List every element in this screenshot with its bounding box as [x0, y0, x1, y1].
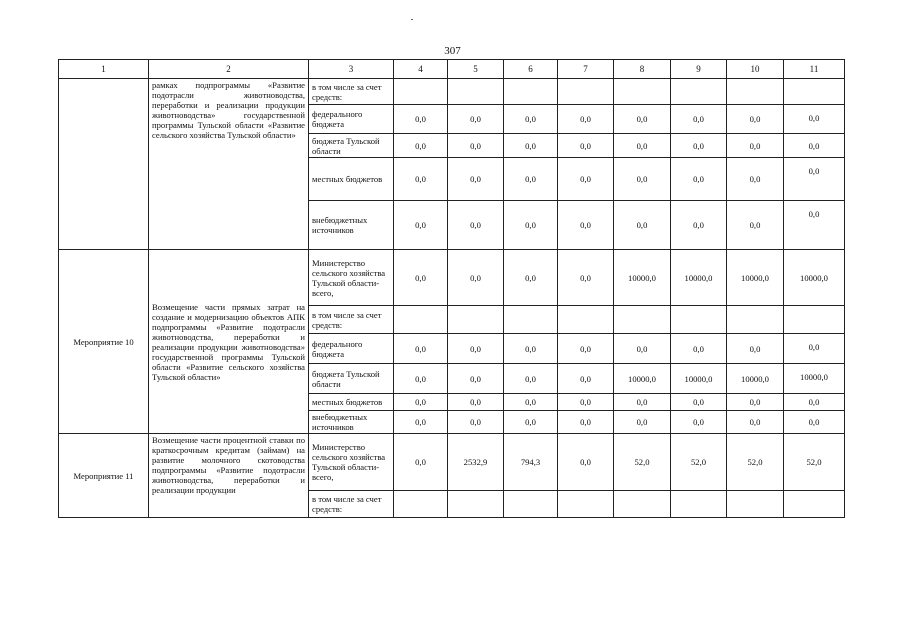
value-cell: 0,0: [558, 134, 614, 158]
value-cell: 0,0: [614, 411, 671, 434]
value-cell: 52,0: [784, 434, 845, 491]
value-cell: 0,0: [558, 434, 614, 491]
value-cell: 0,0: [394, 334, 448, 364]
table-row: [59, 250, 845, 306]
value-cell: 0,0: [394, 364, 448, 394]
value-cell: 0,0: [394, 201, 448, 250]
value-cell: [727, 306, 784, 334]
value-cell: 0,0: [504, 201, 558, 250]
value-cell: 0,0: [784, 411, 845, 434]
funding-source-cell: федерального бюджета: [309, 105, 394, 134]
funding-source-cell: внебюджетных источников: [309, 411, 394, 434]
value-cell: 10000,0: [614, 250, 671, 306]
value-cell: 0,0: [671, 334, 727, 364]
column-header-9: 9: [671, 60, 727, 79]
value-cell: 0,0: [394, 394, 448, 411]
value-cell: 0,0: [504, 158, 558, 201]
value-cell: 0,0: [614, 158, 671, 201]
value-cell: [558, 79, 614, 105]
value-cell: 10000,0: [614, 364, 671, 394]
value-cell: [671, 306, 727, 334]
value-cell: 0,0: [448, 411, 504, 434]
column-header-2: 2: [149, 60, 309, 79]
page-number: 307: [444, 45, 461, 57]
value-cell: 0,0: [504, 134, 558, 158]
value-cell: 0,0: [448, 134, 504, 158]
column-header-3: 3: [309, 60, 394, 79]
value-cell: 52,0: [671, 434, 727, 491]
value-cell: 0,0: [727, 105, 784, 134]
value-cell: 0,0: [614, 334, 671, 364]
value-cell: 0,0: [394, 105, 448, 134]
value-cell: 0,0: [448, 364, 504, 394]
column-header-4: 4: [394, 60, 448, 79]
value-cell: 0,0: [614, 134, 671, 158]
column-header-7: 7: [558, 60, 614, 79]
column-header-5: 5: [448, 60, 504, 79]
event-cell: Мероприятие 11: [59, 434, 149, 518]
value-cell: 0,0: [727, 394, 784, 411]
value-cell: 0,0: [558, 334, 614, 364]
table-row: [59, 434, 845, 491]
value-cell: 0,0: [671, 201, 727, 250]
value-cell: 0,0: [504, 364, 558, 394]
funding-source-cell: местных бюджетов: [309, 158, 394, 201]
value-cell: 52,0: [727, 434, 784, 491]
value-cell: [448, 306, 504, 334]
value-cell: 0,0: [448, 105, 504, 134]
value-cell: 0,0: [784, 134, 845, 158]
value-cell: 0,0: [671, 411, 727, 434]
value-cell: [784, 79, 845, 105]
funding-source-cell: бюджета Тульской области: [309, 134, 394, 158]
value-cell: [671, 491, 727, 518]
value-cell: [504, 306, 558, 334]
value-cell: 0,0: [504, 394, 558, 411]
value-cell: 2532,9: [448, 434, 504, 491]
value-cell: 0,0: [614, 105, 671, 134]
value-cell: 0,0: [448, 394, 504, 411]
column-header-6: 6: [504, 60, 558, 79]
value-cell: 0,0: [394, 434, 448, 491]
header-row: [59, 60, 845, 79]
value-cell: 0,0: [784, 105, 845, 134]
value-cell: 0,0: [558, 201, 614, 250]
value-cell: 794,3: [504, 434, 558, 491]
value-cell: [394, 491, 448, 518]
value-cell: [727, 79, 784, 105]
description-cell: Возмещение части процентной ставки по краткосрочным кредитам (займам) на развитие молочного скотоводства подпрограммы «Развитие подотрасли животноводства, переработки и реализации продукции: [149, 434, 309, 518]
column-header-1: 1: [59, 60, 149, 79]
event-cell: Мероприятие 10: [59, 250, 149, 434]
funding-source-cell: Министерство сельского хозяйства Тульской области-всего,: [309, 250, 394, 306]
value-cell: 0,0: [394, 250, 448, 306]
value-cell: 0,0: [727, 334, 784, 364]
value-cell: [448, 79, 504, 105]
value-cell: 0,0: [558, 250, 614, 306]
value-cell: 10000,0: [671, 250, 727, 306]
value-cell: 0,0: [448, 250, 504, 306]
value-cell: 0,0: [558, 158, 614, 201]
value-cell: 0,0: [394, 134, 448, 158]
value-cell: 0,0: [448, 158, 504, 201]
value-cell: 10000,0: [727, 364, 784, 394]
value-cell: [558, 306, 614, 334]
value-cell: [394, 79, 448, 105]
funding-source-cell: бюджета Тульской области: [309, 364, 394, 394]
value-cell: 0,0: [394, 158, 448, 201]
value-cell: [614, 306, 671, 334]
funding-source-cell: местных бюджетов: [309, 394, 394, 411]
funding-source-cell: федерального бюджета: [309, 334, 394, 364]
value-cell: 0,0: [727, 134, 784, 158]
value-cell: [727, 491, 784, 518]
value-cell: [671, 79, 727, 105]
value-cell: 0,0: [727, 411, 784, 434]
value-cell: 0,0: [394, 411, 448, 434]
value-cell: 10000,0: [784, 250, 845, 306]
value-cell: 0,0: [558, 105, 614, 134]
value-cell: 0,0: [558, 364, 614, 394]
funding-source-cell: в том числе за счет средств:: [309, 79, 394, 105]
budget-table: [58, 59, 845, 518]
value-cell: 10000,0: [671, 364, 727, 394]
description-cell: рамках подпрограммы «Развитие подотрасли животноводства, переработки и реализации продукции животноводства» государственной программы Тульской области «Развитие сельского хозяйства Тульской области»: [149, 79, 309, 250]
value-cell: [558, 491, 614, 518]
value-cell: 0,0: [614, 201, 671, 250]
value-cell: 0,0: [671, 394, 727, 411]
value-cell: [504, 79, 558, 105]
value-cell: 0,0: [671, 158, 727, 201]
value-cell: 0,0: [504, 250, 558, 306]
value-cell: 0,0: [448, 334, 504, 364]
value-cell: [394, 306, 448, 334]
value-cell: [614, 79, 671, 105]
value-cell: 0,0: [784, 394, 845, 411]
value-cell: 52,0: [614, 434, 671, 491]
value-cell: [784, 306, 845, 334]
value-cell: 0,0: [784, 334, 845, 364]
value-cell: 10000,0: [784, 364, 845, 394]
column-header-8: 8: [614, 60, 671, 79]
funding-source-cell: внебюджетных источников: [309, 201, 394, 250]
value-cell: 0,0: [504, 411, 558, 434]
event-cell: [59, 79, 149, 250]
value-cell: 0,0: [727, 158, 784, 201]
value-cell: 0,0: [727, 201, 784, 250]
value-cell: [448, 491, 504, 518]
value-cell: 0,0: [784, 158, 845, 201]
funding-source-cell: в том числе за счет средств:: [309, 491, 394, 518]
funding-source-cell: Министерство сельского хозяйства Тульской области-всего,: [309, 434, 394, 491]
table-row: [59, 79, 845, 105]
value-cell: 10000,0: [727, 250, 784, 306]
table-body: [59, 79, 845, 518]
value-cell: [504, 491, 558, 518]
value-cell: 0,0: [504, 334, 558, 364]
value-cell: [784, 491, 845, 518]
value-cell: 0,0: [614, 394, 671, 411]
funding-source-cell: в том числе за счет средств:: [309, 306, 394, 334]
value-cell: [614, 491, 671, 518]
value-cell: 0,0: [558, 411, 614, 434]
column-header-11: 11: [784, 60, 845, 79]
scan-speck: [411, 19, 413, 20]
column-header-10: 10: [727, 60, 784, 79]
value-cell: 0,0: [504, 105, 558, 134]
value-cell: 0,0: [784, 201, 845, 250]
value-cell: 0,0: [448, 201, 504, 250]
value-cell: 0,0: [671, 105, 727, 134]
value-cell: 0,0: [671, 134, 727, 158]
description-cell: Возмещение части прямых затрат на создание и модернизацию объектов АПК подпрограммы «Развитие подотрасли животноводства, переработки и реализации продукции животноводства» государственной программы Тульской области «Развитие сельского хозяйства Тульской области»: [149, 250, 309, 434]
value-cell: 0,0: [558, 394, 614, 411]
